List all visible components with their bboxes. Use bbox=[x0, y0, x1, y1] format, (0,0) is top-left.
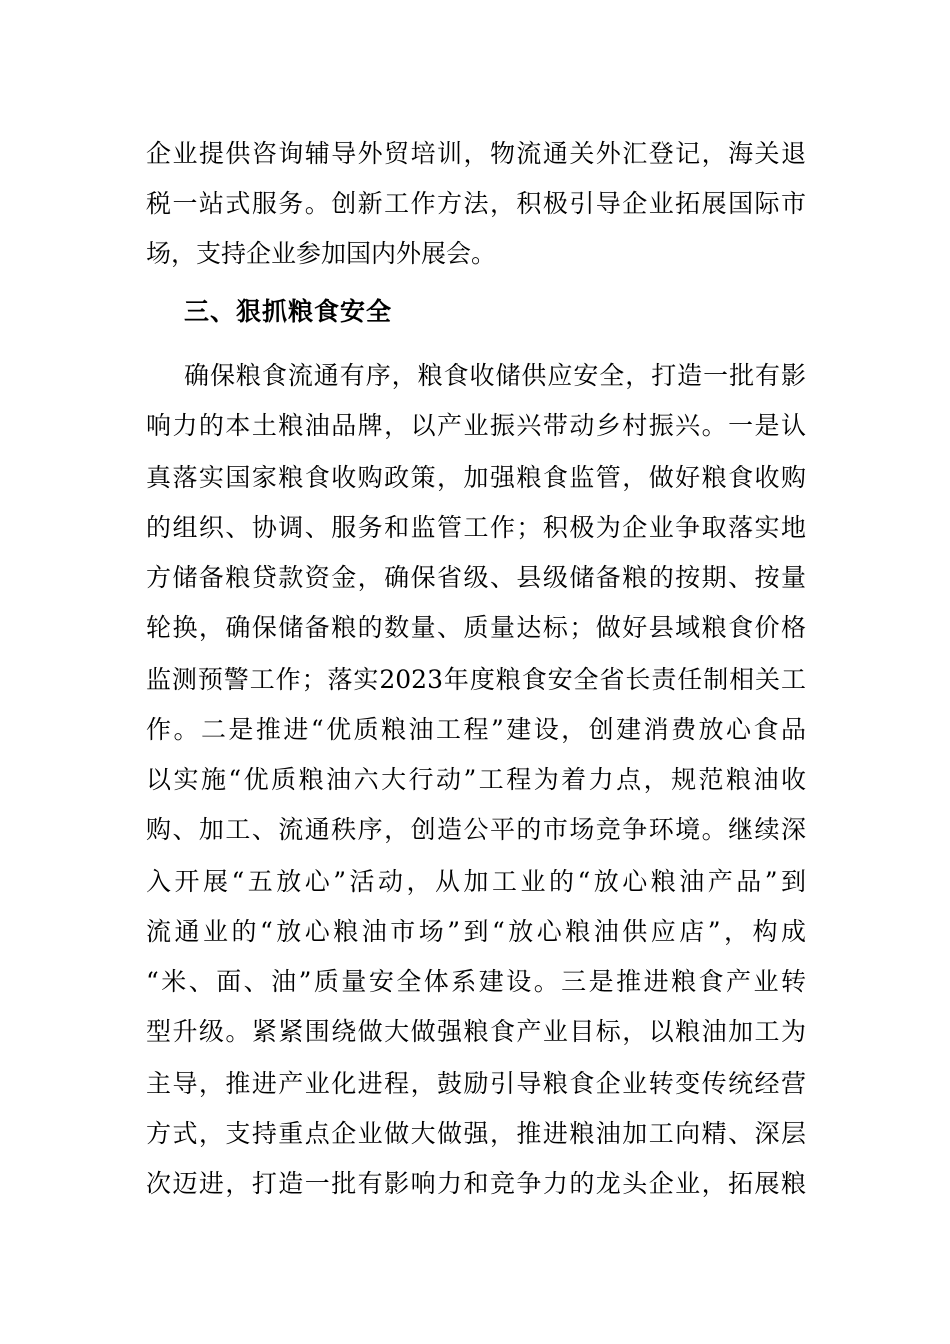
paragraph-line: 入开展“五放心”活动，从加工业的“放心粮油产品”到 bbox=[146, 867, 806, 896]
paragraph-line: 购、加工、流通秩序，创造公平的市场竞争环境。继续深 bbox=[146, 815, 806, 844]
paragraph-line: 型升级。紧紧围绕做大做强粮食产业目标，以粮油加工为 bbox=[146, 1017, 806, 1046]
paragraph-line: 流通业的“放心粮油市场”到“放心粮油供应店”，构成 bbox=[146, 917, 806, 946]
paragraph-line: 场，支持企业参加国内外展会。 bbox=[146, 239, 497, 268]
paragraph-line: 方储备粮贷款资金，确保省级、县级储备粮的按期、按量 bbox=[146, 563, 806, 592]
paragraph-line: 确保粮食流通有序，粮食收储供应安全，打造一批有影 bbox=[184, 361, 806, 390]
paragraph-line: 税一站式服务。创新工作方法，积极引导企业拓展国际市 bbox=[146, 189, 806, 218]
paragraph-line: 轮换，确保储备粮的数量、质量达标；做好县域粮食价格 bbox=[146, 613, 806, 642]
paragraph-line: 响力的本土粮油品牌，以产业振兴带动乡村振兴。一是认 bbox=[146, 411, 806, 440]
paragraph-line: 的组织、协调、服务和监管工作；积极为企业争取落实地 bbox=[146, 513, 806, 542]
paragraph-line: 监测预警工作；落实2023年度粮食安全省长责任制相关工 bbox=[146, 665, 806, 694]
paragraph-line: 方式，支持重点企业做大做强，推进粮油加工向精、深层 bbox=[146, 1119, 806, 1148]
section-heading: 三、狠抓粮食安全 bbox=[184, 297, 393, 326]
paragraph-line: 主导，推进产业化进程，鼓励引导粮食企业转变传统经营 bbox=[146, 1069, 806, 1098]
paragraph-line: 企业提供咨询辅导外贸培训，物流通关外汇登记，海关退 bbox=[146, 139, 806, 168]
paragraph-line: 以实施“优质粮油六大行动”工程为着力点，规范粮油收 bbox=[146, 765, 806, 794]
paragraph-line: 作。二是推进“优质粮油工程”建设，创建消费放心食品 bbox=[146, 715, 806, 744]
paragraph-line: 次迈进，打造一批有影响力和竞争力的龙头企业，拓展粮 bbox=[146, 1169, 806, 1198]
paragraph-line: 真落实国家粮食收购政策，加强粮食监管，做好粮食收购 bbox=[146, 463, 806, 492]
paragraph-line: “米、面、油”质量安全体系建设。三是推进粮食产业转 bbox=[146, 967, 806, 996]
